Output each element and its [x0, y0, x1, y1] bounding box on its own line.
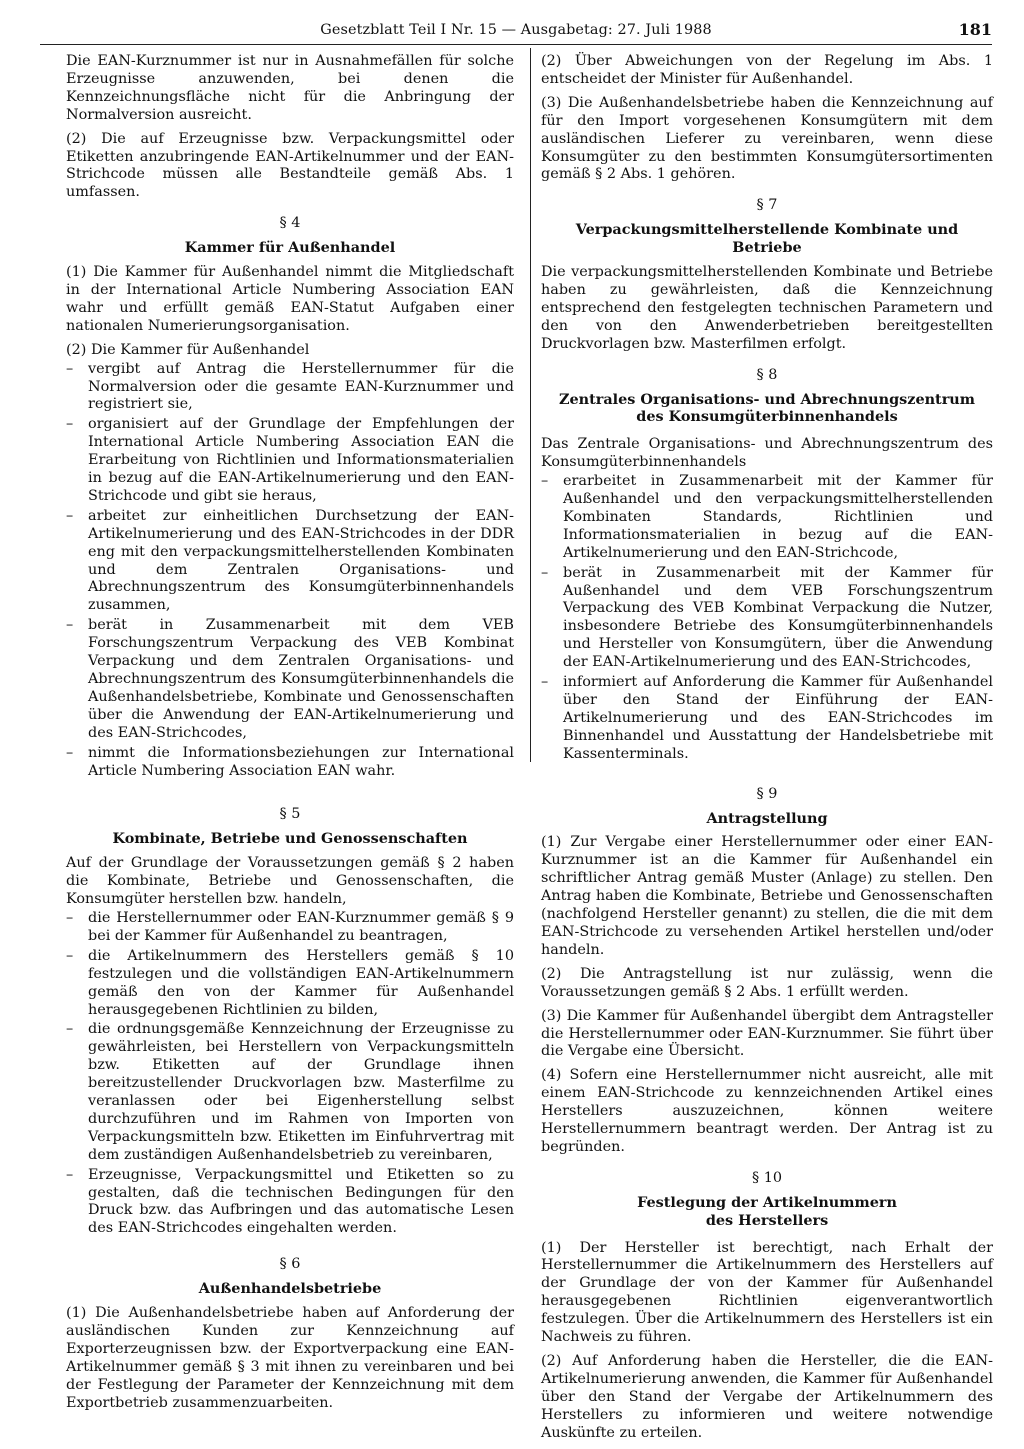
- paragraph: (2) Die auf Erzeugnisse bzw. Verpackungsmittel oder Etiketten anzubringende EAN-Artikelnummer und der EAN-Strichcode müssen alle Bestandteile gemäß Abs. 1 umfassen.: [66, 130, 514, 201]
- section-heading-8: [541, 391, 993, 427]
- section-sign-4: § 4: [279, 215, 301, 232]
- section-heading-4: Kammer für Außenhandel: [184, 239, 396, 257]
- dash-list-4: [66, 361, 514, 781]
- list-item: – arbeitet zur einheitlichen Durchsetzung der EAN-Artikelnumerierung und des EAN-Strichcodes in der DDR eng mit den verpackungsmittelherstellenden Kombinaten und dem Zentralen Organisations- und Abrechnungszentrum des Konsumgüterbinnenhandels zusammen,: [66, 508, 514, 615]
- paragraph: Die verpackungsmittelherstellenden Kombinate und Betriebe haben zu gewährleisten, daß die Kennzeichnung entsprechend den festgelegten technischen Parametern und den von den Anwenderbetrieben bereitgestellten Druckvorlagen bzw. Masterfilmen erfolgt.: [541, 264, 993, 352]
- header-title: Gesetzblatt Teil I Nr. 15 — Ausgabetag: 27. Juli 1988: [320, 22, 712, 38]
- list-item: – organisiert auf der Grundlage der Empfehlungen der International Article Numbering Association EAN die Erarbeitung von Richtlinien und Informationsmaterialien in bezug auf die EAN-Artikelnumerierung und den EAN-Strichcode und gibt sie heraus,: [66, 416, 514, 506]
- heading-line: Festlegung der Artikelnummern: [637, 1193, 897, 1211]
- heading-line: des Konsumgüterbinnenhandels: [636, 408, 898, 426]
- dash-list-5: [66, 910, 514, 1238]
- section-heading-6: Außenhandelsbetriebe: [198, 1280, 382, 1298]
- paragraph: Die EAN-Kurznummer ist nur in Ausnahmefällen für solche Erzeugnisse anzuwenden, bei denen die Kennzeichnungsfläche nicht für die Anbringung der Normalversion ausreicht.: [66, 53, 514, 123]
- paragraph: (2) Auf Anforderung haben die Hersteller, die die EAN-Artikelnumerierung anwenden, die Kammer für Außenhandel über den Stand der Vergabe der Artikelnummern des Herstellers zu informieren und weitere notwendige Auskünfte zu erteilen.: [541, 1353, 993, 1441]
- list-item: – erarbeitet in Zusammenarbeit mit der Kammer für Außenhandel und den verpackungsmittelherstellenden Kombinaten Standards, Richtlinien und Informationsmaterialien in bezug auf die EAN-Artikelnumerierung und den EAN-Strichcode,: [541, 473, 993, 563]
- list-item: – die Artikelnummern des Herstellers gemäß § 10 festzulegen und die vollständigen EAN-Artikelnummern gemäß den von der Kammer für Außenhandel herausgegebenen Richtlinien zu bilden,: [66, 948, 514, 1020]
- section-sign-5: § 5: [279, 806, 301, 823]
- section-sign-6: § 6: [279, 1256, 301, 1273]
- section-heading-9: Antragstellung: [706, 809, 828, 827]
- paragraph: (4) Sofern eine Herstellernummer nicht ausreicht, alle mit einem EAN-Strichcode zu kennzeichnenden Artikel eines Herstellers auszuzeichnen, können weitere Herstellernummern beantragt werden. Der Antrag ist zu begründen.: [541, 1067, 993, 1155]
- section-sign-7: § 7: [756, 197, 778, 214]
- section-heading-10: [541, 1194, 993, 1230]
- heading-line: Zentrales Organisations- und Abrechnungszentrum: [559, 390, 975, 408]
- left-column: [66, 53, 514, 1419]
- list-item: – Erzeugnisse, Verpackungsmittel und Etiketten so zu gestalten, daß die technischen Bedingungen für den Druck bzw. das Aufbringen und das automatische Lesen des EAN-Strichcodes eingehalten werden.: [66, 1167, 514, 1239]
- paragraph: Auf der Grundlage der Voraussetzungen gemäß § 2 haben die Kombinate, Betriebe und Genossenschaften, die Konsumgüter herstellen bzw. handeln,: [66, 855, 514, 908]
- dash-list-8: [541, 473, 993, 764]
- list-item: – informiert auf Anforderung die Kammer für Außenhandel über den Stand der Einführung der EAN-Artikelnumerierung und des EAN-Strichcodes im Binnenhandel und Ausstattung der Handelsbetriebe mit Kassenterminals.: [541, 674, 993, 764]
- paragraph: (1) Die Außenhandelsbetriebe haben auf Anforderung der ausländischen Kunden zur Kennzeichnung auf Exporterzeugnissen bzw. der Exportverpackung eine EAN-Artikelnummer gemäß § 3 mit ihnen zu vereinbaren und bei der Festlegung der Parameter der Kennzeichnung mit dem Exportbetrieb zusammenzuarbeiten.: [66, 1305, 514, 1411]
- section-heading-5: Kombinate, Betriebe und Genossenschaften: [112, 830, 468, 848]
- list-item: – die Herstellernummer oder EAN-Kurznummer gemäß § 9 bei der Kammer für Außenhandel zu beantragen,: [66, 910, 514, 946]
- paragraph: Das Zentrale Organisations- und Abrechnungszentrum des Konsumgüterbinnenhandels: [541, 436, 993, 471]
- paragraph: (1) Zur Vergabe einer Herstellernummer oder einer EAN-Kurznummer ist an die Kammer für Außenhandel ein schriftlicher Antrag gemäß Muster (Anlage) zu stellen. Den Antrag haben die Kombinate, Betriebe und Genossenschaften (nachfolgend Hersteller genannt) zu stellen, die die mit dem EAN-Strichcode zu versehenden Artikel herstellen und/oder handeln.: [541, 834, 993, 958]
- right-column: [541, 53, 993, 1449]
- paragraph: (1) Der Hersteller ist berechtigt, nach Erhalt der Herstellernummer die Artikelnummern des Herstellers auf der Grundlage der von der Kammer für Außenhandel herausgegebenen Richtlinien eigenverantwortlich festzulegen. Über die Artikelnummern des Herstellers ist ein Nachweis zu führen.: [541, 1239, 993, 1346]
- section-sign-10: § 10: [751, 1169, 783, 1186]
- list-item: – vergibt auf Antrag die Herstellernummer für die Normalversion oder die gesamte EAN-Kurznummer und registriert sie,: [66, 361, 514, 415]
- paragraph: (2) Über Abweichungen von der Regelung im Abs. 1 entscheidet der Minister für Außenhandel.: [541, 53, 993, 87]
- list-item: – berät in Zusammenarbeit mit dem VEB Forschungszentrum Verpackung des VEB Kombinat Verpackung und dem Zentralen Organisations- und Abrechnungszentrum des Konsumgüterbinnenhandels die Außenhandelsbetriebe, Kombinate und Genossenschaften über die Anwendung der EAN-Artikelnumerierung und des EAN-Strichcodes,: [66, 617, 514, 742]
- paragraph: (1) Die Kammer für Außenhandel nimmt die Mitgliedschaft in der International Article Numbering Association EAN wahr und erfüllt gemäß EAN-Statut Aufgaben einer nationalen Numerierungsorganisation.: [66, 264, 514, 334]
- section-heading-7: Verpackungsmittelherstellende Kombinate und Betriebe: [575, 221, 959, 257]
- list-item: – berät in Zusammenarbeit mit der Kammer für Außenhandel und dem VEB Forschungszentrum Verpackung des VEB Kombinat Verpackung die Nutzer, insbesondere Betriebe des Konsumgüterbinnenhandels und Hersteller von Konsumgütern, über die Anwendung der EAN-Artikelnumerierung und des EAN-Strichcodes,: [541, 565, 993, 672]
- section-sign-9: § 9: [756, 785, 778, 802]
- list-item: – die ordnungsgemäße Kennzeichnung der Erzeugnisse zu gewährleisten, bei Herstellern von Verpackungsmitteln bzw. Etiketten auf der Grundlage ihnen bereitzustellender Druckvorlagen bzw. Masterfilme zu veranlassen oder bei Eigenherstellung selbst durchzuführen und im Rahmen von Importen von Verpackungsmitteln bzw. Etiketten im Einfuhrvertrag mit dem zuständigen Außenhandelsbetrieb zu vereinbaren,: [66, 1021, 514, 1164]
- paragraph: (2) Die Antragstellung ist nur zulässig, wenn die Voraussetzungen gemäß § 2 Abs. 1 erfüllt werden.: [541, 965, 993, 1000]
- paragraph: (3) Die Außenhandelsbetriebe haben die Kennzeichnung auf für den Import vorgesehenen Konsumgütern mit dem ausländischen Lieferer zu vereinbaren, wenn diese Konsumgüter zu den bestimmten Konsumgütersortimenten gemäß § 2 Abs. 1 gehören.: [541, 94, 993, 183]
- paragraph: (3) Die Kammer für Außenhandel übergibt dem Antragsteller die Herstellernummer oder EAN-Kurznummer. Sie führt über die Vergabe eine Übersicht.: [541, 1007, 993, 1060]
- heading-line: des Herstellers: [705, 1211, 829, 1229]
- column-divider: [530, 48, 531, 762]
- page-number: 181: [958, 20, 992, 39]
- paragraph: (2) Die Kammer für Außenhandel: [66, 341, 310, 358]
- page-header: [40, 14, 992, 45]
- section-sign-8: § 8: [756, 366, 778, 383]
- list-item: – nimmt die Informationsbeziehungen zur International Article Numbering Association EAN wahr.: [66, 745, 514, 781]
